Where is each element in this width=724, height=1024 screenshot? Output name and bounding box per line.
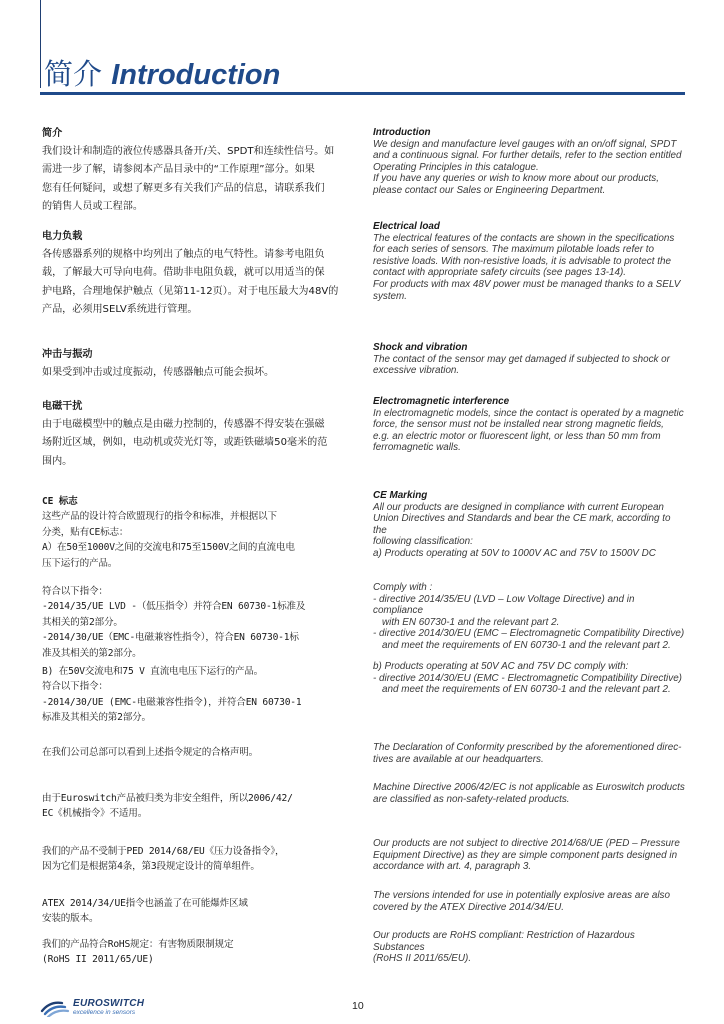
zh-machine-line: EC《机械指令》不适用。: [42, 808, 148, 820]
en-load-line: contact with appropriate safety circuits (see pages 13-14).: [373, 267, 627, 279]
zh-intro-line: 需进一步了解，请参阅本产品目录中的“工作原理”部分。如果: [42, 164, 315, 176]
zh-load-section: [42, 228, 357, 319]
en-comply-line: and meet the requirements of EN 60730-1 and the relevant part 2.: [382, 639, 671, 651]
en-shock-heading: Shock and vibration: [373, 342, 468, 353]
zh-ce-line: 压下运行的产品。: [42, 557, 118, 569]
zh-load-line: 护电路，合理地保护触点（见第11-12页）。对于电压最大为48V的: [42, 285, 339, 297]
zh-intro-line: 您有任何疑问，或想了解更多有关我们产品的信息，请联系我们: [42, 182, 325, 194]
en-ce-heading: CE Marking: [373, 490, 428, 501]
en-comply-line: - directive 2014/30/EU (EMC – Electromagnetic Compatibility Directive): [373, 628, 685, 640]
zh-intro-line: 我们设计和制造的液位传感器具备开/关、SPDT和连续性信号。如: [42, 146, 335, 158]
zh-emi-section: [42, 398, 357, 471]
en-rohs-section: [373, 930, 686, 965]
zh-intro-line: 的销售人员或工程部。: [42, 200, 143, 212]
euroswitch-logo-icon: [40, 997, 70, 1017]
en-ped-line: Our products are not subject to directive 2014/68/UE (PED – Pressure: [373, 838, 680, 849]
zh-ce-line: 这些产品的设计符合欧盟现行的指令和标准，并根据以下: [42, 511, 277, 523]
zh-comply-line: 准及其相关的第2部分。: [42, 647, 142, 659]
page-title: [44, 52, 280, 93]
zh-emi-line: 场附近区域，例如，电动机或荧光灯等，或距铁磁墙50毫米的范: [42, 437, 328, 449]
en-rohs-line: Our products are RoHS compliant: Restriction of Hazardous Substances: [373, 930, 635, 953]
en-b-line: - directive 2014/30/EU (EMC - Electromagnetic Compatibility Directive): [373, 672, 682, 684]
en-atex-section: [373, 890, 686, 913]
brand-name: EUROSWITCH: [73, 997, 145, 1009]
en-emi-line: e.g. an electric motor or fluorescent light, or less than 50 mm from: [373, 430, 661, 442]
zh-b-section: [42, 664, 357, 726]
en-intro-section: [373, 127, 686, 197]
zh-rohs-section: [42, 937, 357, 968]
en-load-line: The electrical features of the contacts are shown in the specifications: [373, 232, 675, 244]
en-decl-line: tives are available at our headquarters.: [373, 753, 544, 765]
en-ce-section: [373, 490, 686, 560]
en-atex-line: The versions intended for use in potentially explosive areas are also: [373, 890, 670, 901]
en-shock-line: The contact of the sensor may get damaged if subjected to shock or: [373, 353, 670, 365]
zh-b-line: 符合以下指令：: [42, 681, 108, 693]
en-intro-line: Operating Principles in this catalogue.: [373, 161, 539, 173]
zh-emi-line: 围内。: [42, 455, 73, 467]
en-load-line: For products with max 48V power must be managed thanks to a SELV: [373, 278, 681, 290]
en-intro-line: and a continuous signal. For further details, refer to the section entitled: [373, 150, 682, 162]
en-ped-line: accordance with art. 4, paragraph 3.: [373, 861, 532, 873]
zh-atex-line: ATEX 2014/34/UE指令也涵盖了在可能爆炸区域: [42, 898, 248, 909]
en-load-line: system.: [373, 290, 408, 302]
zh-ce-line: A）在50至1000V之间的交流电和75至1500V之间的直流电电: [42, 542, 295, 554]
zh-decl-line: 在我们公司总部可以看到上述指令规定的合格声明。: [42, 747, 259, 758]
zh-ce-line: 分类，贴有CE标志：: [42, 526, 129, 538]
en-machine-line: Machine Directive 2006/42/EC is not applicable as Euroswitch products: [373, 782, 685, 793]
en-load-line: resistive loads. With non-resistive loads, it is advisable to protect the: [373, 255, 671, 267]
zh-intro-heading: 简介: [42, 128, 63, 139]
en-b-line: and meet the requirements of EN 60730-1 and the relevant part 2.: [382, 684, 671, 696]
en-b-section: [373, 661, 686, 696]
zh-comply-line: 符合以下指令：: [42, 586, 108, 597]
brand-tagline: excellence in sensors: [73, 1008, 136, 1016]
zh-comply-line: 其相关的第2部分。: [42, 616, 123, 628]
zh-atex-section: [42, 896, 357, 927]
en-ped-section: [373, 838, 686, 873]
zh-rohs-line: (RoHS II 2011/65/UE): [42, 954, 154, 966]
zh-shock-section: [42, 346, 357, 382]
zh-b-line: -2014/30/UE (EMC-电磁兼容性指令)，并符合EN 60730-1: [42, 696, 302, 708]
zh-machine-line: 由于Euroswitch产品被归类为非安全组件，所以2006/42/: [42, 793, 293, 804]
en-intro-line: If you have any queries or wish to know more about our products,: [373, 173, 659, 185]
en-intro-line: We design and manufacture level gauges with an on/off signal, SPDT: [373, 138, 677, 150]
en-emi-line: In electromagnetic models, since the contact is operated by a magnetic: [373, 407, 684, 419]
en-ped-line: Equipment Directive) as they are simple component parts designed in: [373, 849, 678, 861]
zh-load-heading: 电力负载: [42, 231, 83, 242]
en-emi-heading: Electromagnetic interference: [373, 396, 510, 407]
en-comply-line: Comply with :: [373, 582, 433, 593]
en-load-heading: Electrical load: [373, 221, 440, 232]
page-number: 10: [352, 1000, 364, 1012]
en-load-line: for each series of sensors. The maximum pilotable loads refer to: [373, 244, 655, 256]
zh-intro-section: [42, 125, 357, 216]
en-shock-section: [373, 342, 686, 377]
zh-emi-line: 由于电磁模型中的触点是由磁力控制的，传感器不得安装在强磁: [42, 419, 325, 431]
en-ce-line: All our products are designed in compliance with current European: [373, 501, 664, 513]
zh-b-line: B) 在50V交流电和75 V 直流电电压下运行的产品。: [42, 666, 264, 677]
zh-load-line: 各传感器系列的规格中均列出了触点的电气特性。请参考电阻负: [42, 249, 325, 261]
page-title-en: Introduction: [111, 59, 281, 91]
page-title-zh: 简介: [44, 57, 103, 91]
zh-shock-heading: 冲击与振动: [42, 349, 93, 360]
zh-machine-section: [42, 791, 357, 822]
zh-ce-section: [42, 494, 357, 571]
zh-emi-heading: 电磁干扰: [42, 401, 83, 412]
en-comply-line: - directive 2014/35/EU (LVD – Low Voltage Directive) and in compliance: [373, 593, 635, 617]
zh-ped-section: [42, 844, 357, 875]
zh-comply-line: -2014/30/UE（EMC-电磁兼容性指令），符合EN 60730-1标: [42, 632, 299, 644]
zh-ce-heading: CE 标志: [42, 496, 78, 507]
en-emi-line: force, the sensor must not be installed near strong magnetic fields,: [373, 419, 664, 431]
euroswitch-logo: [40, 997, 144, 1017]
en-load-section: [373, 221, 686, 302]
en-intro-heading: Introduction: [373, 127, 431, 138]
en-ce-line: Union Directives and Standards and bear the CE mark, according to the: [373, 513, 671, 536]
zh-shock-line: 如果受到冲击或过度振动，传感器触点可能会损坏。: [42, 367, 275, 379]
en-decl-section: [373, 742, 686, 765]
zh-b-line: 标准及其相关的第2部分。: [42, 712, 151, 724]
en-machine-section: [373, 782, 686, 805]
en-intro-line: please contact our Sales or Engineering Department.: [373, 184, 606, 196]
zh-ped-line: 我们的产品不受制于PED 2014/68/EU《压力设备指令》，: [42, 846, 285, 857]
en-emi-line: ferromagnetic walls.: [373, 442, 461, 454]
en-machine-line: are classified as non-safety-related products.: [373, 793, 570, 805]
en-rohs-line: (RoHS II 2011/65/EU).: [373, 953, 472, 965]
title-rule: [40, 92, 685, 95]
zh-decl-section: [42, 745, 357, 760]
en-b-line: b) Products operating at 50V AC and 75V DC comply with:: [373, 661, 629, 672]
zh-load-line: 产品，必须用SELV系统进行管理。: [42, 303, 198, 315]
en-decl-line: The Declaration of Conformity prescribed by the aforementioned direc-: [373, 742, 682, 753]
en-shock-line: excessive vibration.: [373, 365, 460, 377]
header-vertical-line: [40, 0, 41, 88]
zh-comply-section: [42, 584, 357, 661]
en-ce-line: following classification:: [373, 536, 473, 548]
zh-ped-line: 因为它们是根据第4条，第3段规定设计的简单组件。: [42, 861, 260, 873]
en-atex-line: covered by the ATEX Directive 2014/34/EU.: [373, 901, 565, 913]
en-comply-line: with EN 60730-1 and the relevant part 2.: [382, 616, 560, 628]
zh-rohs-line: 我们的产品符合RoHS规定：有害物质限制规定: [42, 939, 234, 950]
en-emi-section: [373, 396, 686, 454]
en-comply-section: [373, 582, 686, 652]
zh-comply-line: -2014/35/UE LVD -（低压指令）并符合EN 60730-1标准及: [42, 601, 306, 613]
zh-load-line: 载，了解最大可导向电荷。借助非电阻负载，就可以用适当的保: [42, 267, 325, 279]
zh-atex-line: 安装的版本。: [42, 913, 99, 925]
en-ce-line: a) Products operating at 50V to 1000V AC and 75V to 1500V DC: [373, 547, 656, 559]
